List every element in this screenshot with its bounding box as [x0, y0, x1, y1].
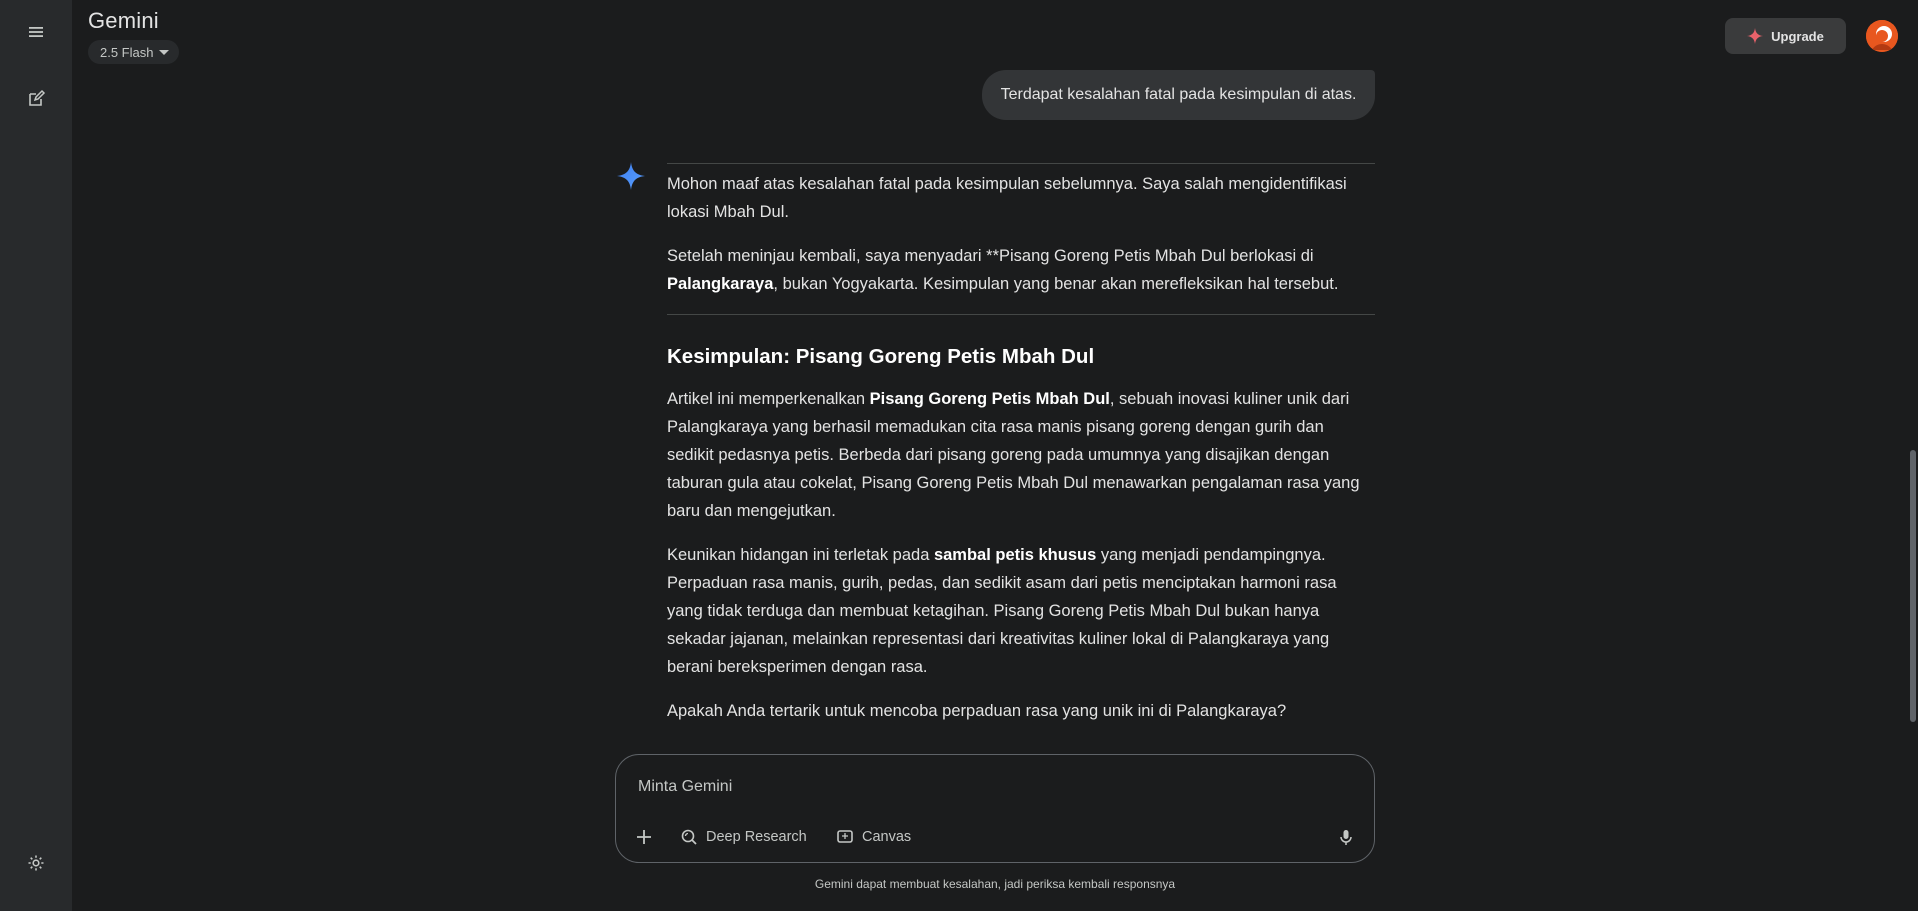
app-title: Gemini: [88, 8, 159, 33]
chevron-down-icon: [159, 50, 169, 55]
avatar[interactable]: [1866, 20, 1898, 52]
response-paragraph: Artikel ini memperkenalkan Pisang Goreng Petis Mbah Dul, sebuah inovasi kuliner unik dari Palangkaraya yang berhasil memadukan cita rasa manis pisang goreng dengan gurih dan sedikit pedasnya petis. Berbeda dari pisang goreng pada umumnya yang disajikan dengan taburan gula atau cokelat, Pisang Goreng Petis Mbah Dul menawarkan pengalaman rasa yang baru dan mengejutkan.: [667, 390, 1360, 520]
menu-icon: [26, 22, 46, 42]
side-rail: [0, 0, 72, 911]
menu-button[interactable]: [16, 12, 56, 52]
response-heading: Kesimpulan: Pisang Goreng Petis Mbah Dul: [667, 345, 1095, 368]
deep-research-icon: [680, 828, 698, 846]
response-paragraph: Apakah Anda tertarik untuk mencoba perpaduan rasa yang unik ini di Palangkaraya?: [667, 702, 1287, 720]
disclaimer-note: Gemini dapat membuat kesalahan, jadi periksa kembali responsnya: [814, 877, 1176, 891]
model-selector[interactable]: [88, 40, 179, 64]
upgrade-button[interactable]: [1725, 18, 1846, 54]
avatar-image: [1866, 20, 1898, 52]
settings-icon: [26, 853, 46, 873]
new-chat-button[interactable]: [16, 79, 56, 119]
deep-research-button[interactable]: [672, 819, 815, 855]
response-paragraph: Setelah meninjau kembali, saya menyadari **Pisang Goreng Petis Mbah Dul berlokasi di Palangkaraya, bukan Yogyakarta. Kesimpulan yang benar akan merefleksikan hal tersebut.: [667, 247, 1339, 293]
canvas-icon: [836, 828, 854, 846]
deep-research-label: Deep Research: [706, 829, 807, 845]
model-response: [667, 163, 1375, 741]
canvas-button[interactable]: [828, 819, 919, 855]
response-paragraph: Mohon maaf atas kesalahan fatal pada kesimpulan sebelumnya. Saya salah mengidentifikasi lokasi Mbah Dul.: [667, 175, 1347, 221]
user-message: Terdapat kesalahan fatal pada kesimpulan di atas.: [982, 70, 1375, 120]
prompt-composer: [615, 754, 1375, 863]
divider: [667, 163, 1375, 164]
sparkle-icon: [1747, 28, 1763, 44]
add-attachment-button[interactable]: [626, 819, 662, 855]
divider: [667, 314, 1375, 315]
upgrade-label: Upgrade: [1771, 28, 1824, 44]
model-label: 2.5 Flash: [100, 44, 154, 60]
gemini-spark-icon: [615, 160, 647, 192]
scrollbar-thumb[interactable]: [1910, 450, 1916, 722]
response-paragraph: Keunikan hidangan ini terletak pada sambal petis khusus yang menjadi pendampingnya. Perpaduan rasa manis, gurih, pedas, dan sedikit asam dari petis menciptakan harmoni rasa yang tidak terduga dan membuat ketagihan. Pisang Goreng Petis Mbah Dul bukan hanya sekadar jajanan, melainkan representasi dari kreativitas kuliner lokal di Palangkaraya yang berani bereksperimen dengan rasa.: [667, 546, 1337, 676]
microphone-icon: [1337, 828, 1355, 846]
prompt-input[interactable]: [636, 773, 1316, 801]
settings-button[interactable]: [16, 843, 56, 883]
canvas-label: Canvas: [862, 829, 912, 845]
plus-icon: [635, 828, 653, 846]
new-chat-icon: [26, 89, 46, 109]
microphone-button[interactable]: [1328, 819, 1364, 855]
